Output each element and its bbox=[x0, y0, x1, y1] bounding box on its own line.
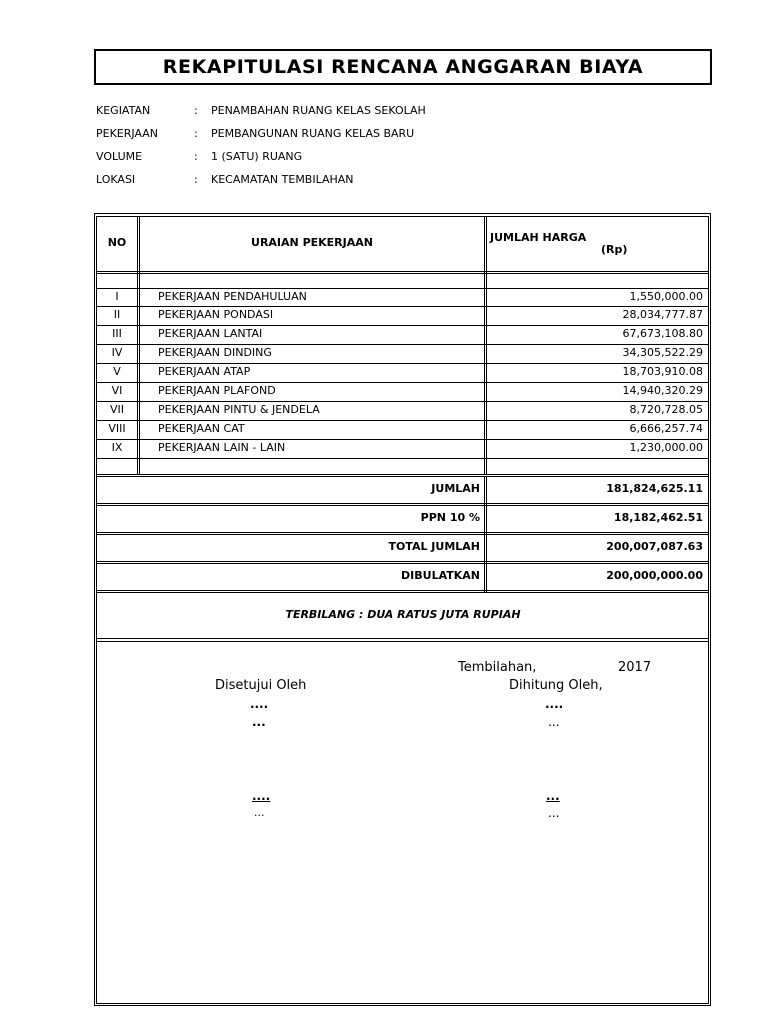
row-line bbox=[96, 474, 709, 475]
info-value-lokasi: KECAMATAN TEMBILAHAN bbox=[211, 173, 354, 186]
row-uraian: PEKERJAAN LANTAI bbox=[158, 327, 263, 340]
row-harga: 1,230,000.00 bbox=[629, 441, 703, 454]
row-line bbox=[96, 505, 709, 506]
table-border bbox=[94, 213, 95, 1005]
signature-place: Tembilahan, bbox=[458, 660, 537, 675]
summary-value-ppn: 18,182,462.51 bbox=[613, 511, 703, 524]
signature-left-name: .... bbox=[252, 789, 271, 803]
signature-left-dots: .... bbox=[250, 697, 269, 711]
signature-left-dots: ... bbox=[252, 715, 266, 729]
row-line bbox=[96, 439, 709, 440]
row-line bbox=[96, 344, 709, 345]
row-line bbox=[96, 532, 709, 533]
row-no: I bbox=[115, 290, 119, 303]
row-line bbox=[96, 534, 709, 535]
row-uraian: PEKERJAAN PONDASI bbox=[158, 308, 274, 321]
signature-right-dots: .... bbox=[545, 697, 564, 711]
signature-right-title: Dihitung Oleh, bbox=[509, 678, 603, 693]
row-harga: 14,940,320.29 bbox=[622, 384, 703, 397]
row-line bbox=[96, 363, 709, 364]
header-jumlah-harga: JUMLAH HARGA bbox=[490, 231, 587, 244]
row-no: IV bbox=[111, 346, 123, 359]
table-border bbox=[96, 1003, 709, 1004]
row-line bbox=[96, 273, 709, 274]
row-no: III bbox=[112, 327, 122, 340]
summary-label-ppn: PPN 10 % bbox=[420, 511, 480, 524]
row-no: VII bbox=[109, 403, 124, 416]
row-harga: 1,550,000.00 bbox=[629, 290, 703, 303]
row-no: VI bbox=[111, 384, 123, 397]
row-line bbox=[96, 401, 709, 402]
header-no: NO bbox=[107, 236, 127, 249]
info-value-pekerjaan: PEMBANGUNAN RUANG KELAS BARU bbox=[211, 127, 415, 140]
row-uraian: PEKERJAAN PENDAHULUAN bbox=[158, 290, 307, 303]
info-label-volume: VOLUME bbox=[96, 150, 143, 163]
row-no: IX bbox=[111, 441, 123, 454]
row-uraian: PEKERJAAN PLAFOND bbox=[158, 384, 276, 397]
header-unit: (Rp) bbox=[601, 243, 628, 256]
column-line bbox=[137, 216, 138, 474]
row-line bbox=[96, 420, 709, 421]
row-line bbox=[96, 382, 709, 383]
summary-value-dibulatkan: 200,000,000.00 bbox=[606, 569, 703, 582]
row-line bbox=[96, 638, 709, 639]
row-uraian: PEKERJAAN ATAP bbox=[158, 365, 251, 378]
column-line bbox=[484, 476, 485, 592]
row-line bbox=[96, 563, 709, 564]
row-harga: 6,666,257.74 bbox=[629, 422, 703, 435]
table-border bbox=[710, 213, 711, 1005]
column-line bbox=[484, 216, 485, 474]
info-colon: : bbox=[194, 150, 198, 163]
terbilang-text: TERBILANG : DUA RATUS JUTA RUPIAH bbox=[285, 608, 521, 621]
row-line bbox=[96, 561, 709, 562]
row-no: VIII bbox=[108, 422, 126, 435]
summary-label-dibulatkan: DIBULATKAN bbox=[401, 569, 480, 582]
row-harga: 67,673,108.80 bbox=[622, 327, 703, 340]
row-harga: 8,720,728.05 bbox=[629, 403, 703, 416]
column-line bbox=[486, 476, 487, 592]
info-label-kegiatan: KEGIATAN bbox=[96, 104, 151, 117]
row-uraian: PEKERJAAN PINTU & JENDELA bbox=[158, 403, 320, 416]
summary-label-jumlah: JUMLAH bbox=[431, 482, 480, 495]
row-line bbox=[96, 590, 709, 591]
document-title: REKAPITULASI RENCANA ANGGARAN BIAYA bbox=[94, 49, 712, 85]
info-value-volume: 1 (SATU) RUANG bbox=[211, 150, 303, 163]
row-uraian: PEKERJAAN LAIN - LAIN bbox=[158, 441, 286, 454]
info-label-pekerjaan: PEKERJAAN bbox=[96, 127, 159, 140]
table-border bbox=[94, 213, 711, 214]
summary-value-total: 200,007,087.63 bbox=[606, 540, 703, 553]
signature-year: 2017 bbox=[618, 660, 652, 675]
row-harga: 28,034,777.87 bbox=[622, 308, 703, 321]
row-no: V bbox=[113, 365, 121, 378]
row-uraian: PEKERJAAN DINDING bbox=[158, 346, 272, 359]
row-line bbox=[96, 503, 709, 504]
column-line bbox=[486, 216, 487, 474]
row-harga: 34,305,522.29 bbox=[622, 346, 703, 359]
row-line bbox=[96, 592, 709, 593]
row-line bbox=[96, 325, 709, 326]
column-line bbox=[139, 216, 140, 474]
signature-right-dots: ... bbox=[548, 715, 560, 729]
row-line bbox=[96, 458, 709, 459]
info-value-kegiatan: PENAMBAHAN RUANG KELAS SEKOLAH bbox=[211, 104, 426, 117]
header-uraian: URAIAN PEKERJAAN bbox=[251, 236, 373, 249]
signature-right-sub: ... bbox=[548, 806, 560, 820]
row-line bbox=[96, 288, 709, 289]
summary-label-total: TOTAL JUMLAH bbox=[388, 540, 480, 553]
summary-value-jumlah: 181,824,625.11 bbox=[606, 482, 703, 495]
row-line bbox=[96, 641, 709, 642]
row-line bbox=[96, 271, 709, 272]
row-uraian: PEKERJAAN CAT bbox=[158, 422, 245, 435]
table-border bbox=[94, 1005, 711, 1006]
row-line bbox=[96, 476, 709, 477]
row-line bbox=[96, 306, 709, 307]
info-colon: : bbox=[194, 104, 198, 117]
row-harga: 18,703,910.08 bbox=[622, 365, 703, 378]
signature-left-title: Disetujui Oleh bbox=[215, 678, 307, 693]
signature-right-name: ... bbox=[546, 789, 560, 803]
signature-left-sub: ... bbox=[254, 806, 265, 819]
row-no: II bbox=[113, 308, 121, 321]
info-colon: : bbox=[194, 173, 198, 186]
info-label-lokasi: LOKASI bbox=[96, 173, 136, 186]
table-border bbox=[96, 216, 709, 217]
info-colon: : bbox=[194, 127, 198, 140]
